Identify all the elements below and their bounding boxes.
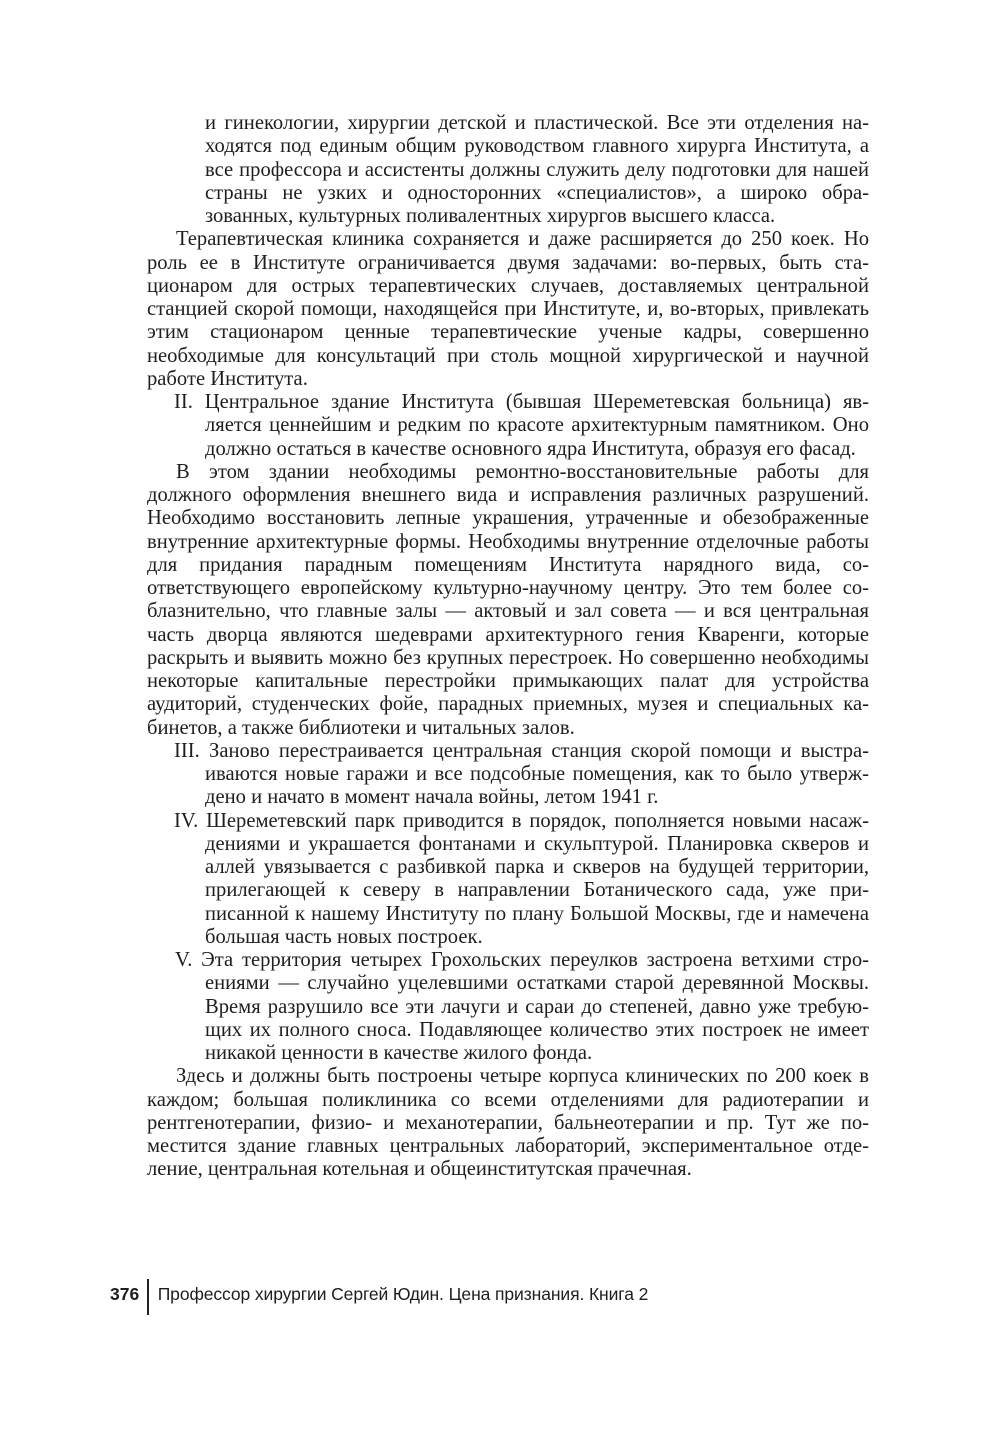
list-item-4: IV. Шереметевский парк приводится в порядок, пополняется новыми насаждениями и украшается фонтанами и скульптурой. Планировка скверов и аллей увязывается с разбивкой парка и скверов на будущей территории, прилегающей к северу в направлении Ботанического сада, уже приписанной к нашему Институту по плану Большой Москвы, где и намечена большая часть новых построек.	[174, 809, 869, 948]
page-number: 376	[110, 1284, 140, 1304]
running-title: Профессор хирургии Сергей Юдин. Цена признания. Книга 2	[157, 1284, 649, 1304]
list-item-5: V. Эта территория четырех Грохольских переулков застроена ветхими строениями — случайно уцелевшими остатками старой деревянной Москвы. Время разрушило все эти лачуги и сараи до степеней, давно уже требующих их полного сноса. Подавляющее количество этих построек не имеет никакой ценности в качестве жилого фонда.	[175, 949, 869, 1064]
paragraph-therapy-clinic: Терапевтическая клиника сохраняется и даже расширяется до 250 коек. Но роль ее в Институте ограничивается двумя задачами: во-первых, быть стационаром для острых терапевтических случаев, доставляемых центральной станцией скорой помощи, находящейся при Институте, и, во-вторых, привлекать этим стационаром ценные терапевтические ученые кадры, совершенно необходимые для консультаций при столь мощной хирургической и научной работе Института.	[147, 228, 869, 390]
paragraph-central-building: В этом здании необходимы ремонтно-восстановительные работы для должного оформления внешнего вида и исправления различных разрушений. Необходимо восстановить лепные украшения, утраченные и обезображенные внутренние архитектурные формы. Необходимы внутренние отделочные работы для придания парадным помещениям Института нарядного вида, соответствующего европейскому культурно-научному центру. Это тем более соблазнительно, что главные залы — актовый и зал совета — и вся центральная часть дворца являются шедеврами архитектурного гения Кваренги, которые раскрыть и выявить можно без крупных перестроек. Но совершенно необходимы некоторые капитальные перестройки примыкающих палат для устройства аудиторий, студенческих фойе, парадных приемных, музея и специальных кабинетов, а также библиотеки и читальных залов.	[147, 460, 869, 739]
page-footer	[110, 1279, 648, 1319]
list-item-2: II. Центральное здание Института (бывшая Шереметевская больница) является ценнейшим и редким по красоте архитектурным памятником. Оно должно остаться в качестве основного ядра Института, образуя его фасад.	[174, 391, 869, 460]
list-item-3: III. Заново перестраивается центральная станция скорой помощи и выстраиваются новые гаражи и все подсобные помещения, как то было утверждено и начато в момент начала войны, летом 1941 г.	[174, 739, 869, 809]
body-text	[147, 112, 869, 1182]
paragraph-new-buildings: Здесь и должны быть построены четыре корпуса клинических по 200 коек в каждом; большая поликлиника со всеми отделениями для радиотерапии и рентгенотерапии, физио- и механотерапии, бальнеотерапии и пр. Тут же поместится здание главных центральных лабораторий, экспериментальное отделение, центральная котельная и общеинститутская прачечная.	[147, 1065, 869, 1181]
continued-list-item: и гинекологии, хирургии детской и пластической. Все эти отделения находятся под единым общим руководством главного хирурга Института, а все профессора и ассистенты должны служить делу подготовки для нашей страны не узких и односторонних «специалистов», а широко образованных, культурных поливалентных хирургов высшего класса.	[205, 112, 869, 227]
